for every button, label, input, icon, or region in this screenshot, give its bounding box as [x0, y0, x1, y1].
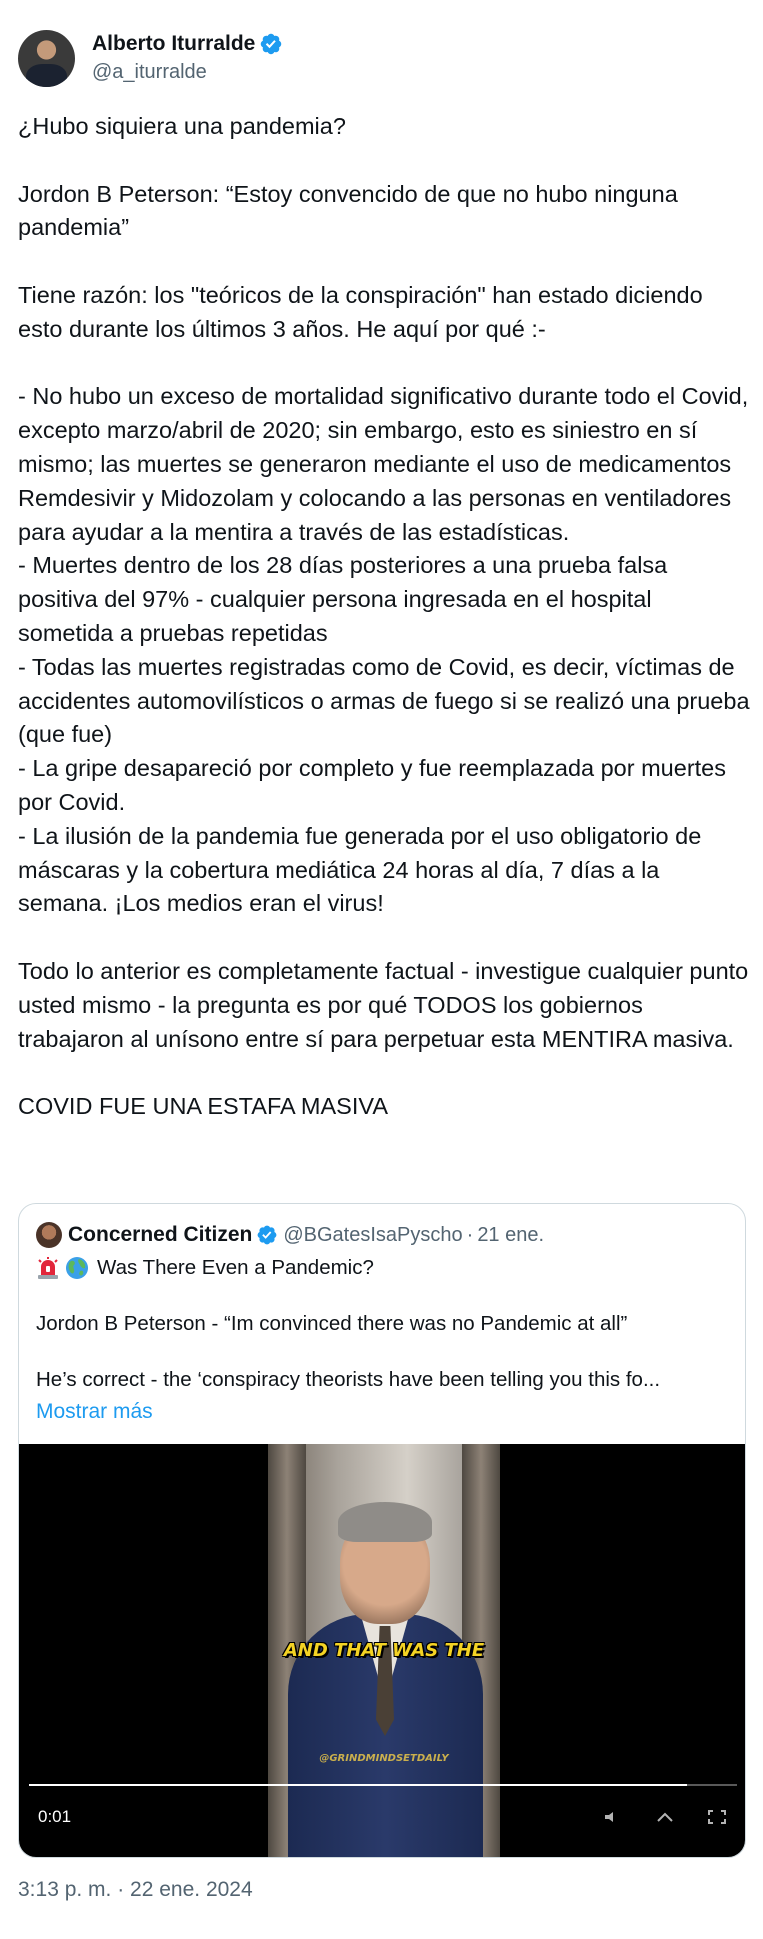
- quoted-first-line: [36, 1256, 374, 1280]
- quoted-author-handle: @BGatesIsaPyscho: [283, 1223, 463, 1246]
- quoted-avatar: [36, 1222, 62, 1248]
- video-caption: AND THAT WAS THE: [283, 1640, 485, 1661]
- siren-icon: [36, 1256, 60, 1280]
- quoted-author-name: Concerned Citizen: [68, 1223, 253, 1246]
- video-frame: [268, 1444, 500, 1858]
- video-player[interactable]: [19, 1444, 746, 1858]
- verified-badge-icon: [256, 1224, 278, 1246]
- settings-icon[interactable]: [655, 1809, 675, 1825]
- quoted-date: 21 ene.: [477, 1223, 545, 1246]
- volume-icon[interactable]: [603, 1809, 623, 1825]
- post-text: ¿Hubo siquiera una pandemia? Jordon B Peterson: “Estoy convencido de que no hubo ninguna pandemia” Tiene razón: los "teóricos de la conspiración" han estado diciendo esto durante los últimos 3 años. He aquí por qué :- - No hubo un exceso de mortalidad significativo durante todo el Covid, excepto marzo/abril de 2020; sin embargo, esto es siniestro en sí mismo; las muertes se generaron mediante el uso de medicamentos Remdesivir y Midozolam y colocando a las personas en ventiladores para ayudar a la mentira a través de las estadísticas. - Muertes dentro de los 28 días posteriores a una prueba falsa positiva del 97% - cualquier persona ingresada en el hospital sometida a pruebas repetidas - Todas las muertes registradas como de Covid, es decir, víctimas de accidentes automovilísticos o armas de fuego si se realizó una prueba (que fue) - La gripe desapareció por completo y fue reemplazada por muertes por Covid. - La ilusión de la pandemia fue generada por el uso obligatorio de máscaras y la cobertura mediática 24 horas al día, 7 días a la semana. ¡Los medios eran el virus! Todo lo anterior es completamente factual - investigue cualquier punto usted mismo - la pregunta es por qué TODOS los gobiernos trabajaron al unísono entre sí para perpetuar esta MENTIRA masiva. COVID FUE UNA ESTAFA MASIVA: [18, 113, 750, 1120]
- speaker-hair: [338, 1502, 432, 1542]
- video-progress-fill: [29, 1784, 687, 1786]
- quoted-line-2: Jordon B Peterson - “Im convinced there was no Pandemic at all”: [36, 1312, 628, 1335]
- author-name[interactable]: Alberto Iturralde: [92, 32, 256, 55]
- author-name-row: [92, 32, 283, 56]
- quoted-line-3: He’s correct - the ‘conspiracy theorists have been telling you this fo...: [36, 1368, 661, 1391]
- verified-badge-icon: [259, 32, 283, 56]
- fullscreen-icon[interactable]: [707, 1809, 727, 1825]
- video-progress-bar[interactable]: [29, 1784, 737, 1786]
- quoted-post[interactable]: [18, 1203, 746, 1858]
- separator-dot: ·: [466, 1223, 474, 1246]
- quoted-header: [36, 1222, 544, 1248]
- post-timestamp[interactable]: 3:13 p. m. · 22 ene. 2024: [18, 1878, 253, 1901]
- author-handle[interactable]: @a_iturralde: [92, 61, 207, 83]
- video-watermark: @GRINDMINDSETDAILY: [319, 1753, 449, 1764]
- quoted-title: Was There Even a Pandemic?: [97, 1256, 374, 1279]
- show-more-link[interactable]: Mostrar más: [36, 1400, 153, 1423]
- author-avatar[interactable]: [18, 30, 75, 87]
- post-header: [18, 30, 738, 88]
- globe-icon: [65, 1256, 89, 1280]
- video-elapsed-time: 0:01: [33, 1805, 76, 1829]
